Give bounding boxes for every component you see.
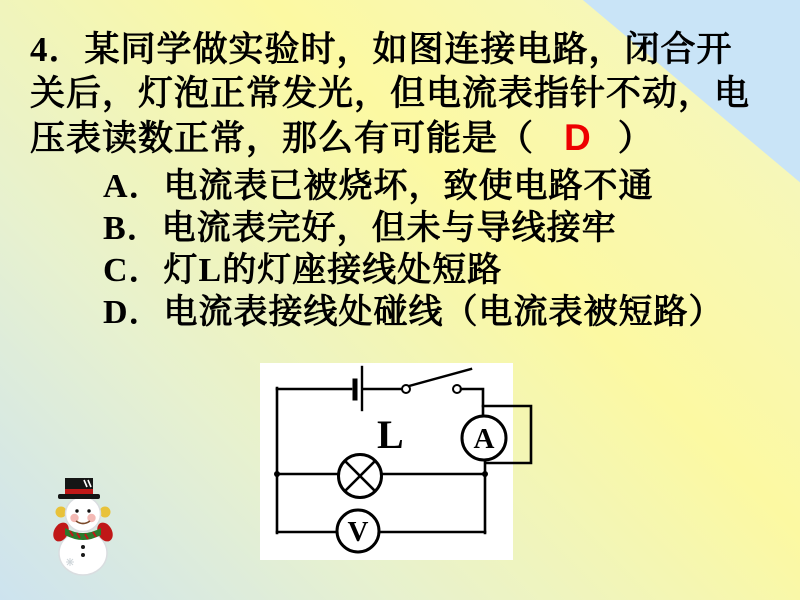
top-hat [58, 478, 100, 499]
button-bottom [81, 553, 85, 557]
diagram-panel [260, 363, 513, 560]
snowflake-mark [66, 558, 74, 566]
lamp-label: L [377, 412, 404, 457]
cheek-right [87, 514, 95, 522]
junction-dot-left [274, 471, 280, 477]
question-line-3-prefix: 压表读数正常，那么有可能是（ [30, 119, 535, 158]
answer-letter: D [564, 117, 592, 158]
ammeter-label: A [473, 423, 495, 455]
snowman-clipart [46, 474, 120, 578]
option-d: D．电流表接线处碰线（电流表被短路） [103, 294, 724, 331]
options-list [103, 166, 783, 334]
snowman-head [66, 497, 101, 532]
lamp-icon [339, 455, 382, 498]
question-line-3 [30, 116, 785, 161]
question-stem [30, 28, 785, 161]
eye-left [75, 509, 78, 512]
junction-dot-right [482, 471, 488, 477]
question-line-2: 关后，灯泡正常发光，但电流表指针不动，电 [30, 74, 751, 113]
voltmeter-label: V [347, 516, 369, 548]
cheek-left [70, 514, 78, 522]
circuit-diagram [253, 358, 548, 568]
question-line-3-suffix: ） [617, 119, 654, 158]
button-top [81, 545, 85, 549]
option-b: B．电流表完好，但未与导线接牢 [103, 210, 617, 247]
question-line-1: 4．某同学做实验时，如图连接电路，闭合开 [30, 30, 733, 69]
eye-right [87, 509, 90, 512]
option-c: C．灯L的灯座接线处短路 [103, 252, 503, 289]
option-a: A．电流表已被烧坏，致使电路不通 [103, 168, 654, 205]
